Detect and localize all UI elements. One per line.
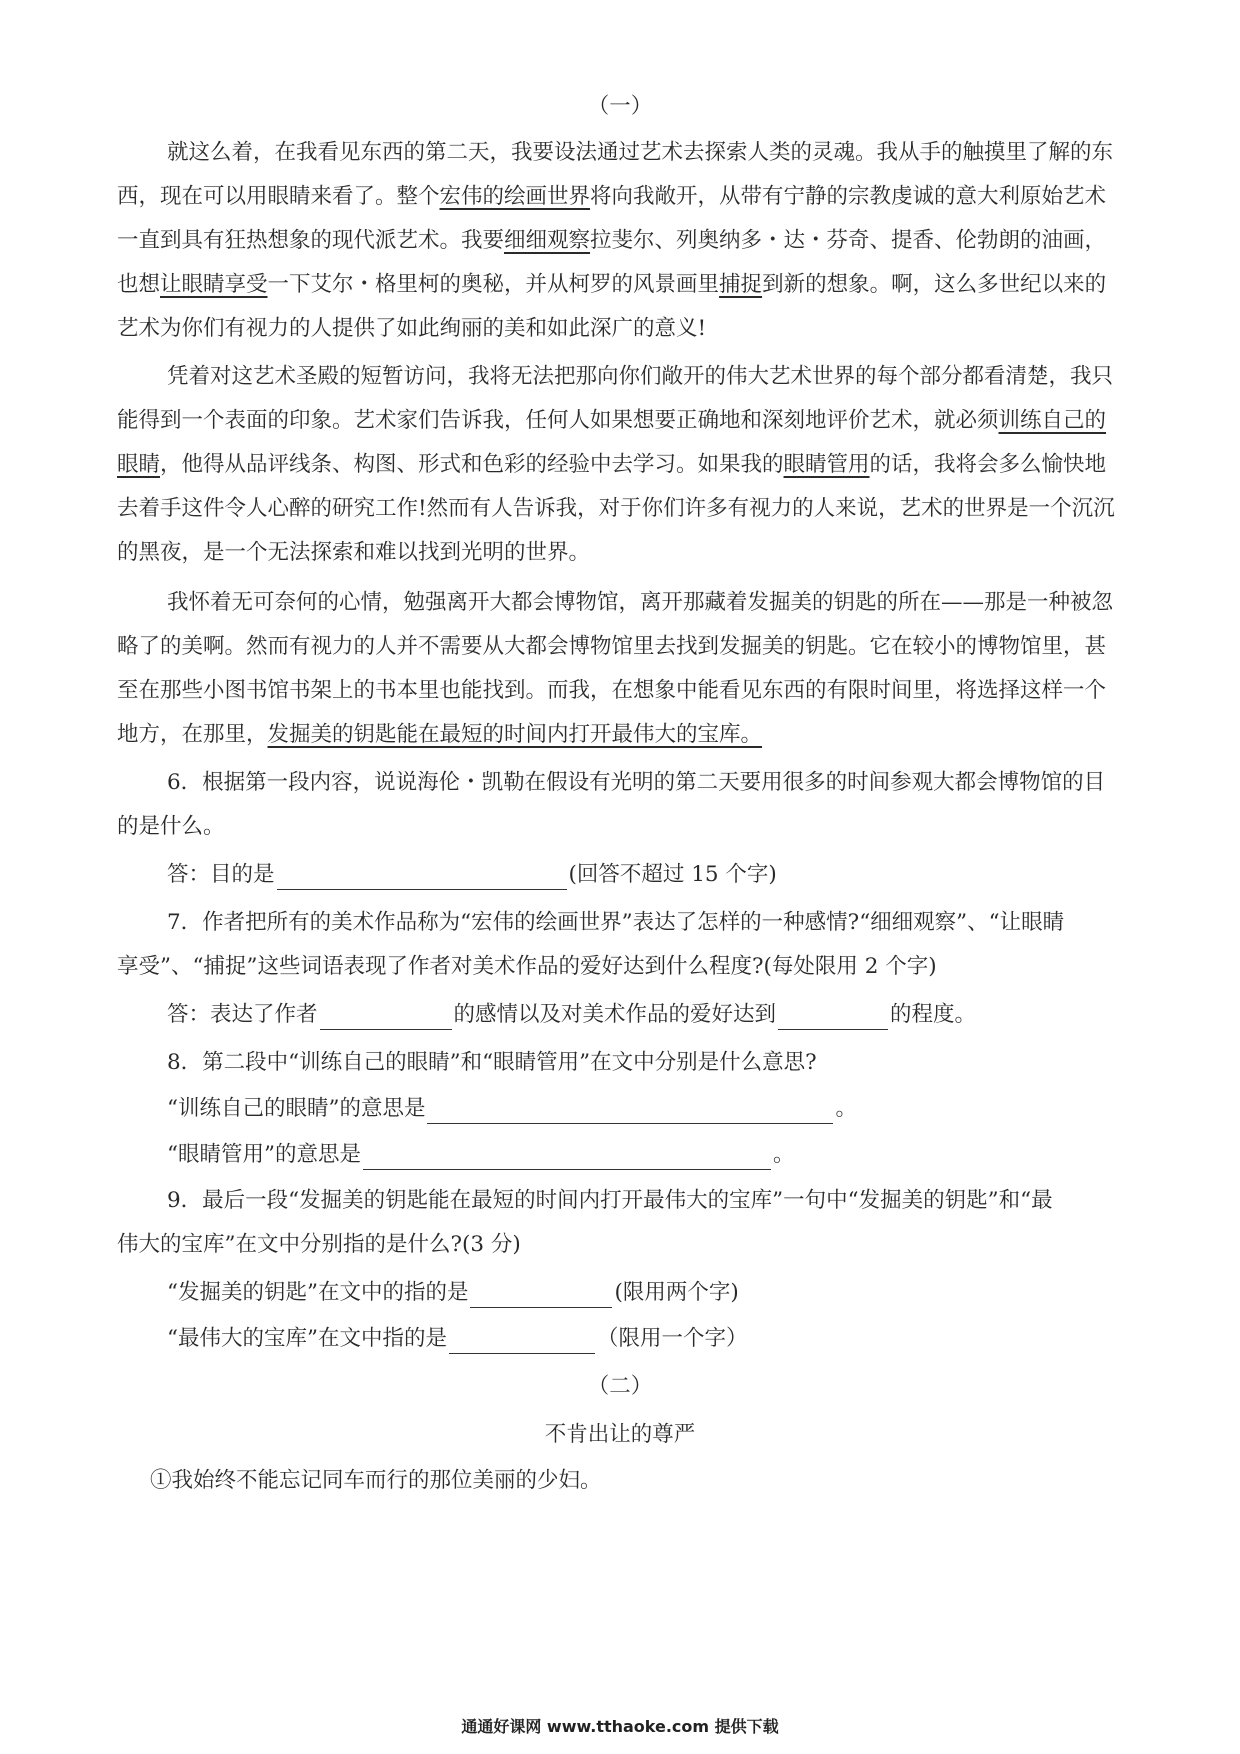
footer-source: 通通好课网 www.tthaoke.com 提供下载 <box>461 1717 779 1736</box>
q7-line-1: 7．作者把所有的美术作品称为“宏伟的绘画世界”表达了怎样的一种感情?“细细观察”、“让眼睛 <box>167 910 1065 935</box>
q7-answer <box>167 1000 1177 1030</box>
p3-line-1: 我怀着无可奈何的心情，勉强离开大都会博物馆，离开那藏着发掘美的钥匙的所在——那是一种被忽 <box>167 590 1114 615</box>
text: 一下艾尔・格里柯的奥秘，并从柯罗的风景画里 <box>267 272 720 297</box>
answer-blank[interactable] <box>363 1145 771 1170</box>
q9-answer-2 <box>167 1324 1177 1354</box>
underlined-phrase: 眼睛 <box>117 452 161 477</box>
q8-answer-2 <box>167 1140 1177 1170</box>
q7-line-2: 享受”、“捕捉”这些词语表现了作者对美术作品的爱好达到什么程度?(每处限用 2 个字) <box>117 954 937 979</box>
text: 到新的想象。啊，这么多世纪以来的 <box>762 272 1107 297</box>
underlined-phrase: 训练自己的 <box>998 408 1107 433</box>
p2-line-5: 的黑夜，是一个无法探索和难以找到光明的世界。 <box>117 540 591 565</box>
answer-prefix: “眼睛管用”的意思是 <box>167 1142 361 1167</box>
answer-blank[interactable] <box>320 1005 452 1030</box>
q8-answer-1 <box>167 1094 1177 1124</box>
p3-line-4 <box>117 720 1127 750</box>
q6-line-1: 6．根据第一段内容，说说海伦・凯勒在假设有光明的第二天要用很多的时间参观大都会博物馆的目 <box>167 770 1106 795</box>
q9-line-2: 伟大的宝库”在文中分别指的是什么?(3 分) <box>117 1232 521 1257</box>
text: 将向我敞开，从带有宁静的宗教虔诚的意大利原始艺术 <box>590 184 1107 209</box>
q6-answer <box>167 860 1177 890</box>
answer-prefix: 答：目的是 <box>167 862 275 887</box>
answer-blank[interactable] <box>449 1329 595 1354</box>
text: 。 <box>772 1142 795 1167</box>
p2-line-1: 凭着对这艺术圣殿的短暂访问，我将无法把那向你们敞开的伟大艺术世界的每个部分都看清楚，我只 <box>167 364 1114 389</box>
section-heading-2: （二） <box>587 1374 653 1399</box>
text: 地方，在那里， <box>117 722 268 747</box>
underlined-phrase: 捕捉 <box>719 272 763 297</box>
text: 。 <box>835 1096 857 1121</box>
underlined-phrase: 宏伟的绘画世界 <box>439 184 591 209</box>
p3-line-2: 略了的美啊。然而有视力的人并不需要从大都会博物馆里去找到发掘美的钥匙。它在较小的博物馆里，甚 <box>117 634 1107 659</box>
p2-line-4: 去着手这件令人心醉的研究工作!然而有人告诉我，对于你们许多有视力的人来说，艺术的世界是一个沉沉 <box>117 496 1115 521</box>
underlined-phrase: 眼睛管用 <box>783 452 870 477</box>
text: 西，现在可以用眼睛来看了。整个 <box>117 184 440 209</box>
text: 也想 <box>117 272 161 297</box>
answer-prefix: “训练自己的眼睛”的意思是 <box>167 1096 426 1121</box>
p3-line-3: 至在那些小图书馆书架上的书本里也能找到。而我，在想象中能看见东西的有限时间里，将选择这样一个 <box>117 678 1107 703</box>
answer-blank[interactable] <box>427 1099 833 1124</box>
answer-hint: (限用两个字) <box>614 1280 739 1305</box>
answer-hint: （限用一个字） <box>596 1326 748 1351</box>
answer-prefix: “最伟大的宝库”在文中指的是 <box>167 1326 447 1351</box>
q9-answer-1 <box>167 1278 1177 1308</box>
text: 的话，我将会多么愉快地 <box>869 452 1107 477</box>
p1-line-5: 艺术为你们有视力的人提供了如此绚丽的美和如此深广的意义! <box>117 316 707 341</box>
answer-prefix: 答：表达了作者 <box>167 1002 318 1027</box>
text: 能得到一个表面的印象。艺术家们告诉我，任何人如果想要正确地和深刻地评价艺术，就必须 <box>117 408 999 433</box>
text: 拉斐尔、列奥纳多・达・芬奇、提香、伦勃朗的油画， <box>590 228 1107 253</box>
answer-hint: (回答不超过 15 个字) <box>568 862 777 887</box>
p1-line-3 <box>117 226 1127 256</box>
answer-blank[interactable] <box>277 865 567 890</box>
p2-line-3 <box>117 450 1127 480</box>
answer-suffix: 的程度。 <box>890 1002 977 1027</box>
answer-blank[interactable] <box>470 1283 612 1308</box>
underlined-phrase: 让眼睛享受 <box>160 272 268 297</box>
p1-line-2 <box>117 182 1127 212</box>
answer-blank[interactable] <box>778 1005 888 1030</box>
section-heading-1: （一） <box>587 94 653 119</box>
text: ，他得从品评线条、构图、形式和色彩的经验中去学习。如果我的 <box>160 452 784 477</box>
q8-line-1: 8．第二段中“训练自己的眼睛”和“眼睛管用”在文中分别是什么意思? <box>167 1050 817 1075</box>
p1-line-1: 就这么着，在我看见东西的第二天，我要设法通过艺术去探索人类的灵魂。我从手的触摸里了解的东 <box>167 140 1114 165</box>
section2-paragraph-1: ①我始终不能忘记同车而行的那位美丽的少妇。 <box>150 1468 602 1493</box>
underlined-phrase: 发掘美的钥匙能在最短的时间内打开最伟大的宝库。 <box>267 722 763 747</box>
underlined-phrase: 细细观察 <box>504 228 591 253</box>
q9-line-1: 9．最后一段“发掘美的钥匙能在最短的时间内打开最伟大的宝库”一句中“发掘美的钥匙”和“最 <box>167 1188 1053 1213</box>
answer-mid: 的感情以及对美术作品的爱好达到 <box>453 1002 777 1027</box>
q6-line-2: 的是什么。 <box>117 814 225 839</box>
text: 一直到具有狂热想象的现代派艺术。我要 <box>117 228 505 253</box>
p2-line-2 <box>117 406 1127 436</box>
answer-prefix: “发掘美的钥匙”在文中的指的是 <box>167 1280 469 1305</box>
p1-line-4 <box>117 270 1127 300</box>
section-title: 不肯出让的尊严 <box>544 1422 696 1447</box>
